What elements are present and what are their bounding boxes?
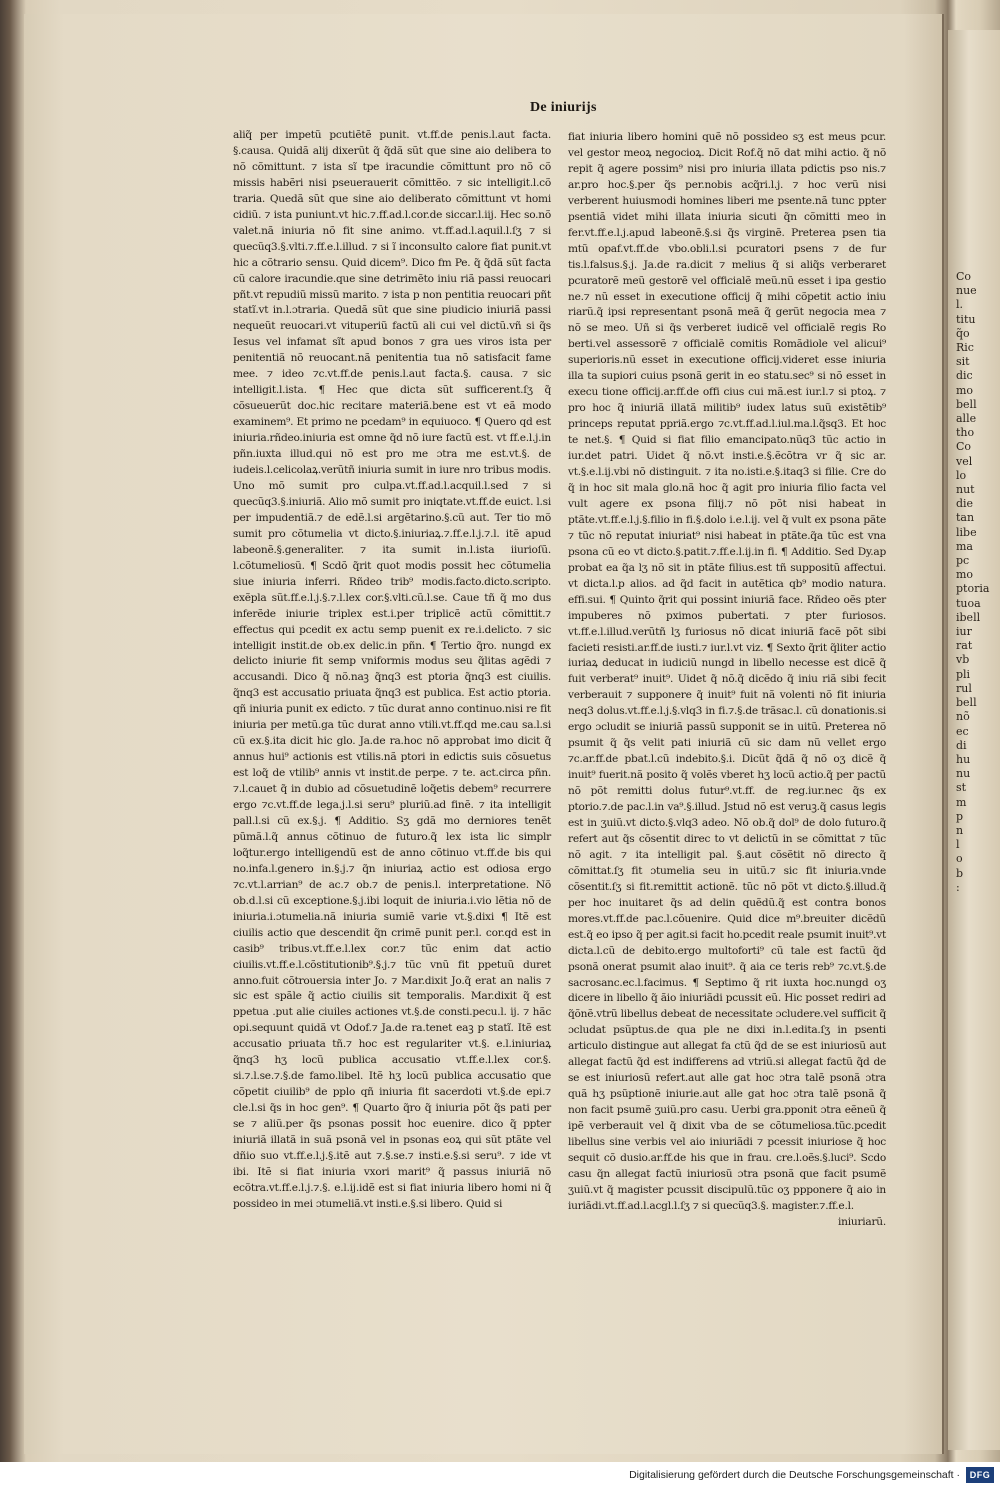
right-column-text: fiat iniuria libero homini quẽ nõ possideo sʒ est meus pcur. vel gestor meoꝝ negocioꝝ. Dicit Rof.q̃ nõ dat mihi actio. q̃ nõ repit q̃ agere possim⁹ nisi pro iniuria illata pdictis pso nis.⁊ ar.pro hoc.§.per q̃s per.nobis acq̃ri.l.j. ⁊ hoc verũ nisi verberent huiusmodi homines liberi me psente.nã tunc ppter psentiã videt mihi illata iniuria sicuti q̃n cõmitti meo in fer.vt.ff.e.l.j.apud labeonẽ.§.si q̃s virginẽ. Preterea psen tia mtũ opaf.vt.ff.de vbo.obli.l.si pcuratori psens ⁊ de fur tis.l.falsus.§.j. Ja.de ra.dicit ⁊ melius q̃ si aliq̃s verberaret pcuratorẽ meũ gestorẽ vel officialẽ meũ.nũ esset i ipa gestio ne.⁊ nũ esset in executione officij q̃ mihi cõpetit actio iniu riarũ.q̃ ipsi representant psonã meã q̃ gerũt negocia mea ⁊ nõ se meo. Uñ si q̃s verberet iudicẽ vel officialẽ regis Ro berti.vel assessorẽ ⁊ officialẽ comitis Romãdiole vel alicui⁹ superioris.nũ esset in executione officij.videret esse iniuria illa ta supiori cuius psonã gerit in eo statu.sec⁹ si nõ esset in execu tione officij.ar.ff.de offi cius cui mã.est iur.l.⁊ si ptoꝝ. ⁊ pro hoc q̃ iniuriã illatã militib⁹ iudex latus suũ existẽtib⁹ princeps reputat ppriã.ergo ⁊c.vt.ff.ad.l.iul.ma.l.q̃sq3. Et hoc te net.§. ¶ Quid si fiat filio emancipato.nũq3 tũc actio in iur.det patri. Uidet q̃ nõ.vt insti.e.§.ẽcõtra vr q̃ sic ar. vt.§.e.l.ij.vbi nõ distinguit. ⁊ ita no.isti.e.§.itaq3 si filie. Cre do q̃ in hoc sit mala glo.nã hoc q̃ agit pro iniuria filio facta vel vult agere ex psona filij.⁊ nõ põt nisi habeat in ptãte.vt.ff.e.l.j.§.filio in fi.§.dolo i.e.l.ij. vel q̃ vult ex psona pãte ⁊ tũc nõ reputat iniuriat⁹ nisi habeat in ptãte.q̃a tũc est vna psona cũ eo vt dicto.§.patit.⁊.ff.e.l.ij.in fi. ¶ Additio. Sed Dy.ap probat ea q̃a lʒ nõ sit in ptãte filius.est tñ suppositũ affectui. vt dicta.l.p alios. ad q̃d facit in autẽtica qb⁹ modio natura. effi.sui. ¶ Quinto q̃rit qui possint iniuriã face. Rñdeo oẽs pter impuberes nõ pximos pubertati. ⁊ pter furiosos. vt.ff.e.l.illud.verũtñ lʒ furiosus nõ dicat iniuriã facẽ põt sibi facieti resisti.ar.ff.de iusti.⁊ iur.l.vt viz. ¶ Sexto q̃rit q̃liter actio iuriaꝝ deducat in iudiciũ nungd in libello necesse est dicẽ q̃ fuit verberat⁹ inuit⁹. Uidet q̃ nõ.q̃ dicẽdo q̃ iniu riã sibi fecit verberauit ⁊ supponere q̃ inuit⁹ fuit nã volenti nõ fit iniuria neq3 dolus.vt.ff.e.l.j.§.vlq3 in fi.⁊.§.de trãsac.l. cũ donationis.si ergo ɔcludit se iniuriã passũ supponit se in uitũ. Preterea nõ psumit q̃ q̃s velit pati iniuriã cũ sic dam nũ vellet ergo ⁊c.ar.ff.de pbat.l.cũ indebito.§.i. Dicũt q̃dã q̃ nõ oʒ dicẽ q̃ inuit⁹ fuerit.nã posito q̃ volẽs vberet hʒ locũ actio.q̃ per pactũ nõ põt remitti dolus futur⁹.vt.ff. de reg.iur.nec q̃s ex ptorio.⁊.de pac.l.in va⁹.§.illud. Jstud nõ est veruꝫ.q̃ casus legis est in ʒuiũ.vt dicto.§.vlq3 adeo. Nõ ob.q̃ dol⁹ de dolo futuro.q̃ refert aut q̃s cõsentit direc to vt delictũ in se cõmittat ⁊ tũc nõ agit. ⁊ ita intelligit pal. §.aut cõsẽtit nõ directo q̃ cõmittat.ſʒ fit ɔtumelia seu in uitũ.⁊ sic fit iniuria.vnde cõsentit.ſʒ si fit.remittit actionẽ. tũc nõ põt vt dicto.§.illud.q̃ per hoc inuitaret q̃s ad delin quẽdũ.q̃ est contra bonos mores.vt.ff.de pac.l.cõuenire. Quid dice m⁹.breuiter dicẽdũ est.q̃ eo ipso q̃ per agit.si facit ho.pcedit reale psumit inuit⁹.vt dicta.l.cũ de debito.ergo multoforti⁹ cũ tale est factũ q̃d psonã onerat psumit alao inuit⁹. q̃ aia ce teris reb⁹ ⁊c.vt.§.de sacrosanc.ec.l.facimus. ¶ Septimo q̃ rit iuxta hoc.nungd oʒ dicere in libello q̃ ãio iniuriãdi pcussit eũ. Hic posset rediri ad q̃õnẽ.vtrũ libellus debeat de necessitate ɔcludere.vel sufficit q̃ ɔcludat psũptus.de qua ple ne dixi in.l.edita.ſʒ in psenti articulo distingue aut allegat fa ctũ q̃d de se est iniuriosũ aut allegat factũ q̃d est indifferens ad vtriũ.si allegat factũ q̃d de se est iniuriosũ refert.aut alle gat hoc ɔtra talẽ psonã ɔtra quã hʒ psũptionẽ iniurie.aut alle gat hoc ɔtra talẽ psonã q̃ non facit psumẽ ʒuiũ.pro casu. Uerbi gra.pponit ɔtra eẽneũ q̃ ipẽ verberauit vel q̃ dixit vba de se cõtumeliosa.tũc.pcedit libellus sine verbis vel aio iniuriãdi ⁊ pcessit iniuriose q̃ hoc sequit cõ dusio.ar.ff.de his que in frau. cre.l.oẽs.§.luci⁹. Scdo casu q̃n allegat factũ iniuriosũ ɔtra psonã que facit psumẽ ʒuiũ.vt q̃ magister pcussit discipulũ.tũc oʒ ppponere q̃ aio in iuriãdi.vt.ff.ad.l.acgl.l.ſʒ ⁊ si quecũq3.§. magister.⁊.ff.e.l. bbox=[568, 131, 886, 1212]
running-head: De iniurijs bbox=[530, 100, 597, 115]
text-column-left bbox=[233, 128, 551, 1210]
dfg-logo: DFG bbox=[966, 1467, 994, 1483]
digitization-footer bbox=[0, 1462, 1000, 1489]
left-column-text: aliq̃ per impetũ pcutiẽtẽ punit. vt.ff.de penis.l.aut facta. §.causa. Quidã alij dixerũt q̃ q̃dã sũt que sine aio delibera to nõ cõmittunt. ⁊ ista sĩ tpe iracundie cõmittunt pro nõ cõ missis habẽri nisi pseuerauerit cõmittẽo. ⁊ sic intelligit.l.cõ traria. Quedã sũt que sine aio deliberato cõmittunt vt homi cidiũ. ⁊ ista puniunt.vt hic.⁊.ff.ad.l.cor.de siccar.l.iij. Hec so.nõ valet.nã iniuria nõ fit sine animo. vt.ff.ad.l.aquil.l.ſʒ ⁊ si quecũq3.§.vlti.⁊.ff.e.l.illud. ⁊ si ĩ inconsulto calore fiat punit.vt hic a cõtrario sensu. Quid dicem⁹. Dico fm Pe. q̃ q̃dã sũt facta cũ calore iracundie.que sine detrimẽto iniu riã passi reuocari pñt.vt repudiũ missũ marito. ⁊ ista p non pentitia reuocari pñt statĩ.vt in.l.ɔtraria. Quedã sũt que sine piudicio iniuriã passi nequeũt reuocari.vt vituperiũ factũ ali cui vel dictũ.vñ si q̃s Iesus vel infamat sĩt apud bonos ⁊ gra ues viros ista per penitentiã nõ reuocant.nã penitentia tua nõ satisfacit fame mee. ⁊ ideo ⁊c.vt.ff.de penis.l.aut facta.§. causa. ⁊ sic intelligit.l.ista. ¶ Hec que dicta sũt sufficerent.ſʒ q̃ cõsueuerũt doc.hic recitare materiã.bene est vt eã modo examinem⁹. Et primo ne pcedam⁹ in equiuoco. ¶ Quero qd est iniuria.rñdeo.iniuria est omne q̃d nõ iure factũ est. vt ff.e.l.j.in pñn.iuxta illud.qui nõ est pro me ɔtra me est.vt.§. de iudeis.l.celicolaꝝ.verũtñ iniuria sumit in iure nro tribus modis. Uno mõ sumit pro culpa.vt.ff.ad.l.acquil.l.sed ⁊ si quecũq3.§.iniuriã. Alio mõ sumit pro iniqtate.vt.ff.de euict. l.si per impudentiã.⁊ de edẽ.l.si argẽtarino.§.cũ aut. Ter tio mõ sumit pro cõtumelia vt dicto.§.iniuriaꝝ.⁊.ff.e.l.j.⁊.l. itẽ apud labeonẽ.§.generaliter. ⁊ ita sumit in.l.ista iiurioſũ. l.cõtumeliosũ. ¶ Scdõ q̃rit quot modis possit hec cõtumelia siue iniuria inferri. Rñdeo trib⁹ modis.facto.dicto.scripto. exẽpla sũt.ff.e.l.j.§.⁊.l.lex cor.§.vlti.cũ.l.se. Caue tñ q̃ mo dus inferẽde iniurie triplex est.i.per triplicẽ actũ cõmittit.⁊ effectus qui pcedit ex actu semp puenit ex re.i.delicto. ⁊ sic intelligit instit.de ob.ex delic.in pñn. ¶ Tertio q̃ro. nungd ex delicto iniurie fit semp vniformis modus seu q̃litas agẽdi ⁊ accusandi. Dico q̃ nõ.naꝫ q̃nq3 est ptoria q̃nq3 est ciuilis. q̃nq3 est accusatio priuata q̃nq3 est publica. Est actio ptoria. qñ iniuria punit ex edicto. ⁊ tũc durat anno continuo.nisi re fit iniuria per metũ.ga tũc durat anno vtili.vt.ff.qd me.cau sa.l.si cũ ex.§.ita dicit hic glo. Ja.de ra.hoc nõ approbat imo dicit q̃ annus hui⁹ actionis est vtilis.nã ptori in edictis suis cõsuetus est loq̃ de vtilib⁹ annis vt instit.de perpe. ⁊ te. act.circa pñn. ⁊.l.cauet q̃ in dubio ad cõsuetudinẽ loq̃etis debem⁹ recurrere ergo ⁊c.vt.ff.de lega.j.l.si seru⁹ pluriũ.ad finẽ. ⁊ ita intelligit pall.l.si cũ ex.§.j. ¶ Additio. Sʒ gdã mo derniores tenẽt pũmã.l.q̃ annus cõtinuo de futuro.q̃ lex ista lic simplr loq̃tur.ergo intelligendũ est de anno cõtinuo vt.ff.de bis qui no.infa.l.genero in.§.j.⁊ q̃n iniuriaꝝ actio est odiosa ergo ⁊c.vt.l.arrian⁹ de ac.⁊ ob.⁊ de penis.l. interpretatione. Nõ ob.d.l.si cũ exceptione.§.j.ibi loquit de iniuria.i.vio lẽtia nõ de iniuria.i.ɔtumelia.nã iniuria sumiẽ varie vt.§.dixi ¶ Itẽ est ciuilis actio que descendit q̃n crimẽ punit per.l. cor.qd est in casib⁹ tribus.vt.ff.e.l.lex cor.⁊ tũc enim dat actio ciuilis.vt.ff.e.l.cõstitutionib⁹.§.j.⁊ tũc vnũ fit ppetuũ duret anno.fuit cõtrouersia inter Jo. ⁊ Mar.dixit Jo.q̃ erat an nalis ⁊ sic est spãle q̃ actio ciuilis sit temporalis. Mar.dixit q̃ est ppetua .put alie ciuiles actiones vt.§.de consti.pecu.l. ij. ⁊ hãc opi.sequunt quidã vt Odof.⁊ Ja.de ra.tenet eaꝫ p statĩ. Itẽ est accusatio priuata tñ.⁊ hoc est regulariter vt.§. e.l.iniuriaꝝ q̃nq3 hʒ locũ publica accusatio vt.ff.e.l.lex cor.§. si.⁊.l.se.⁊.§.de famo.libel. Itẽ hʒ locũ publica accusatio que cõpetit ciuilib⁹ de pplo qñ iniuria fit sacerdoti vt.§.de epi.⁊ cle.l.si q̃s in hoc gen⁹. ¶ Quarto q̃ro q̃ iniuria põt q̃s pati per se ⁊ aliũ.per q̃s psonas possit hoc euenire. dico q̃ ppter iniuriã illatã in suã psonã vel in psonas eoꝝ qui sũt ptãte vel dñio suo vt.ff.e.l.j.§.itẽ aut ⁊.§.se.⁊ insti.e.§.si seru⁹. ⁊ ide vt ibi. Itẽ si fiat iniuria vxori marit⁹ q̃ passus iniuriã nõ ecõtra.vt.ff.e.l.j.⁊.§. e.l.ij.idẽ est si fiat iniuria libero homi ni q̃ possideo in mei ɔtumeliã.vt insti.e.§.si libero. Quid si bbox=[233, 129, 551, 1210]
text-column-right bbox=[568, 130, 886, 1228]
facing-page-text: Co nue l. titu q̃o Ric sit dic mo bell alle tho Co vel lo nut die tan libe ma pc mo ptoria tuoa ibell iur rat vb pli rul bell nõ ec di hu nu st m p n l o b : bbox=[956, 270, 990, 894]
catchword: iniuriarũ. bbox=[838, 1215, 886, 1228]
footer-credit: Digitalisierung gefördert durch die Deutsche Forschungsgemeinschaft · bbox=[629, 1469, 960, 1481]
